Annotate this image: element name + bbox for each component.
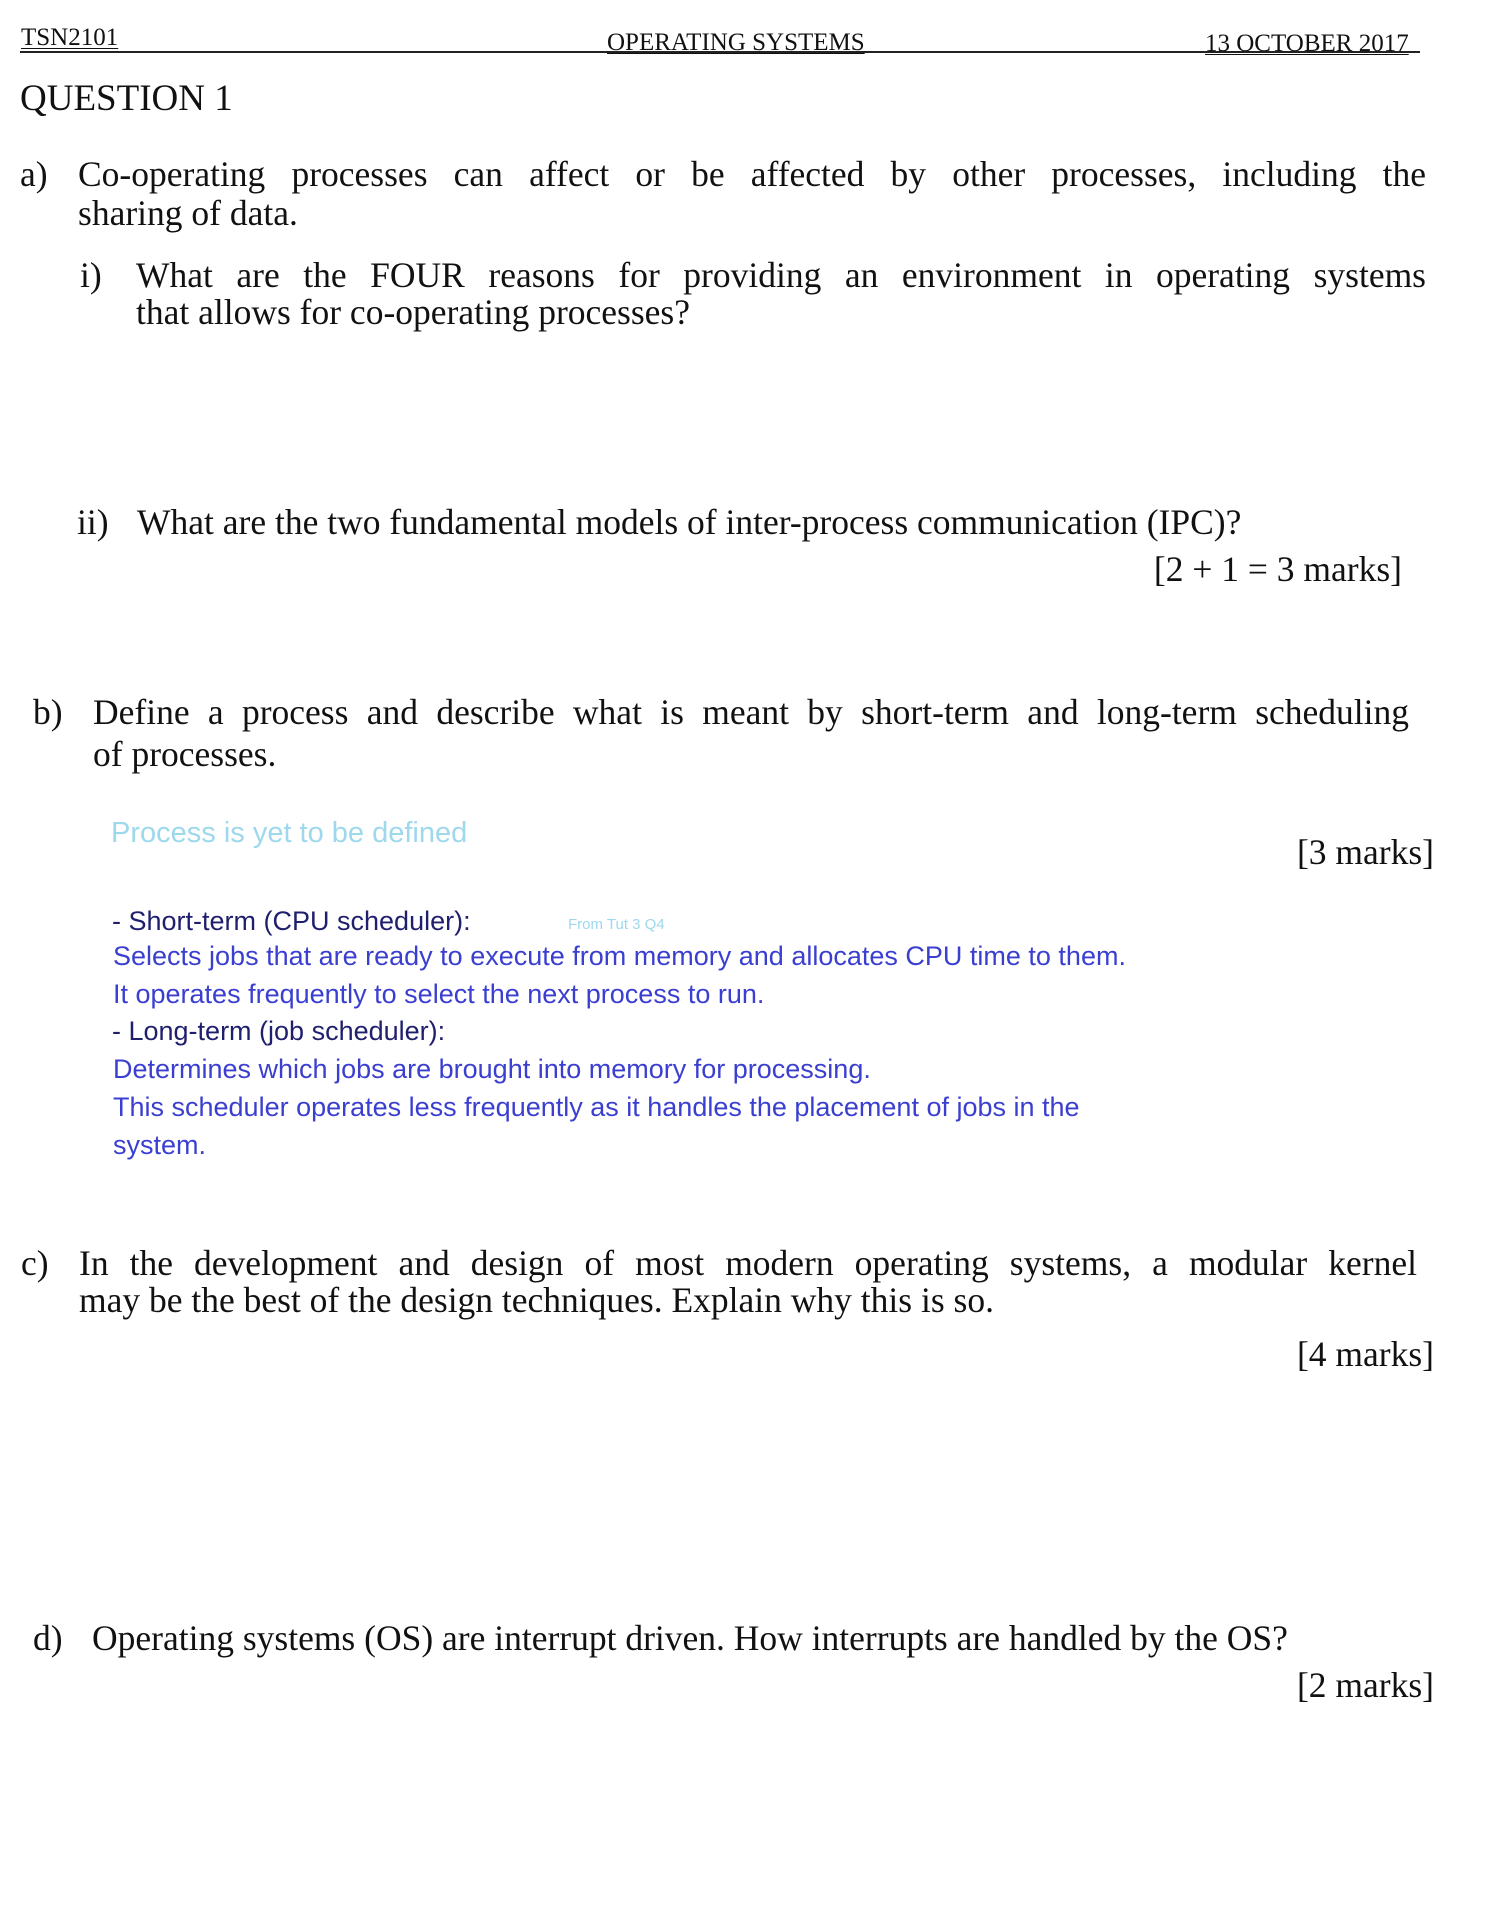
- long-term-line-2: This scheduler operates less frequently as it handles the placement of jobs in the: [113, 1092, 1080, 1122]
- part-a-ii-line-1: What are the two fundamental models of inter-process communication (IPC)?: [137, 502, 1242, 542]
- part-c-line-2: may be the best of the design techniques. Explain why this is so.: [79, 1280, 994, 1320]
- long-term-line-3: system.: [113, 1130, 207, 1160]
- short-term-line-2: It operates frequently to select the next process to run.: [113, 979, 765, 1009]
- long-term-line-1: Determines which jobs are brought into memory for processing.: [113, 1054, 871, 1084]
- part-a-i-label: i): [80, 255, 102, 295]
- part-d-line-1: Operating systems (OS) are interrupt driven. How interrupts are handled by the OS?: [92, 1618, 1288, 1658]
- course-title: OPERATING SYSTEMS: [607, 29, 865, 56]
- part-b-line-2: of processes.: [93, 734, 277, 774]
- part-c-line-1: In the development and design of most modern operating systems, a modular kernel: [79, 1245, 1417, 1283]
- part-b-marks: [3 marks]: [1296, 832, 1434, 872]
- part-a-marks: [2 + 1 = 3 marks]: [1153, 549, 1402, 589]
- part-d-marks: [2 marks]: [1296, 1665, 1434, 1705]
- part-a-i-line-2: that allows for co-operating processes?: [136, 292, 690, 332]
- part-d-label: d): [33, 1618, 63, 1658]
- short-term-line-1: Selects jobs that are ready to execute from memory and allocates CPU time to them.: [113, 941, 1126, 971]
- source-note: From Tut 3 Q4: [568, 916, 665, 933]
- part-a-i-line-1: What are the FOUR reasons for providing an environment in operating systems: [136, 257, 1426, 295]
- part-b-line-1: Define a process and describe what is meant by short-term and long-term scheduling: [93, 694, 1409, 732]
- course-code: TSN2101: [21, 24, 119, 51]
- part-a-line-1: Co-operating processes can affect or be affected by other processes, including the: [78, 156, 1426, 194]
- part-a-line-2: sharing of data.: [78, 193, 298, 233]
- part-c-label: c): [21, 1243, 49, 1283]
- exam-date: 13 OCTOBER 2017: [1205, 30, 1409, 57]
- header-rule: [20, 51, 1420, 53]
- part-c-marks: [4 marks]: [1296, 1334, 1434, 1374]
- part-a-label: a): [20, 154, 48, 194]
- question-title: QUESTION 1: [20, 78, 233, 119]
- part-b-label: b): [33, 692, 63, 732]
- long-term-heading: - Long-term (job scheduler):: [112, 1016, 446, 1046]
- short-term-heading: - Short-term (CPU scheduler):: [112, 906, 471, 936]
- part-a-ii-label: ii): [77, 502, 109, 542]
- note-process-undefined: Process is yet to be defined: [111, 817, 468, 849]
